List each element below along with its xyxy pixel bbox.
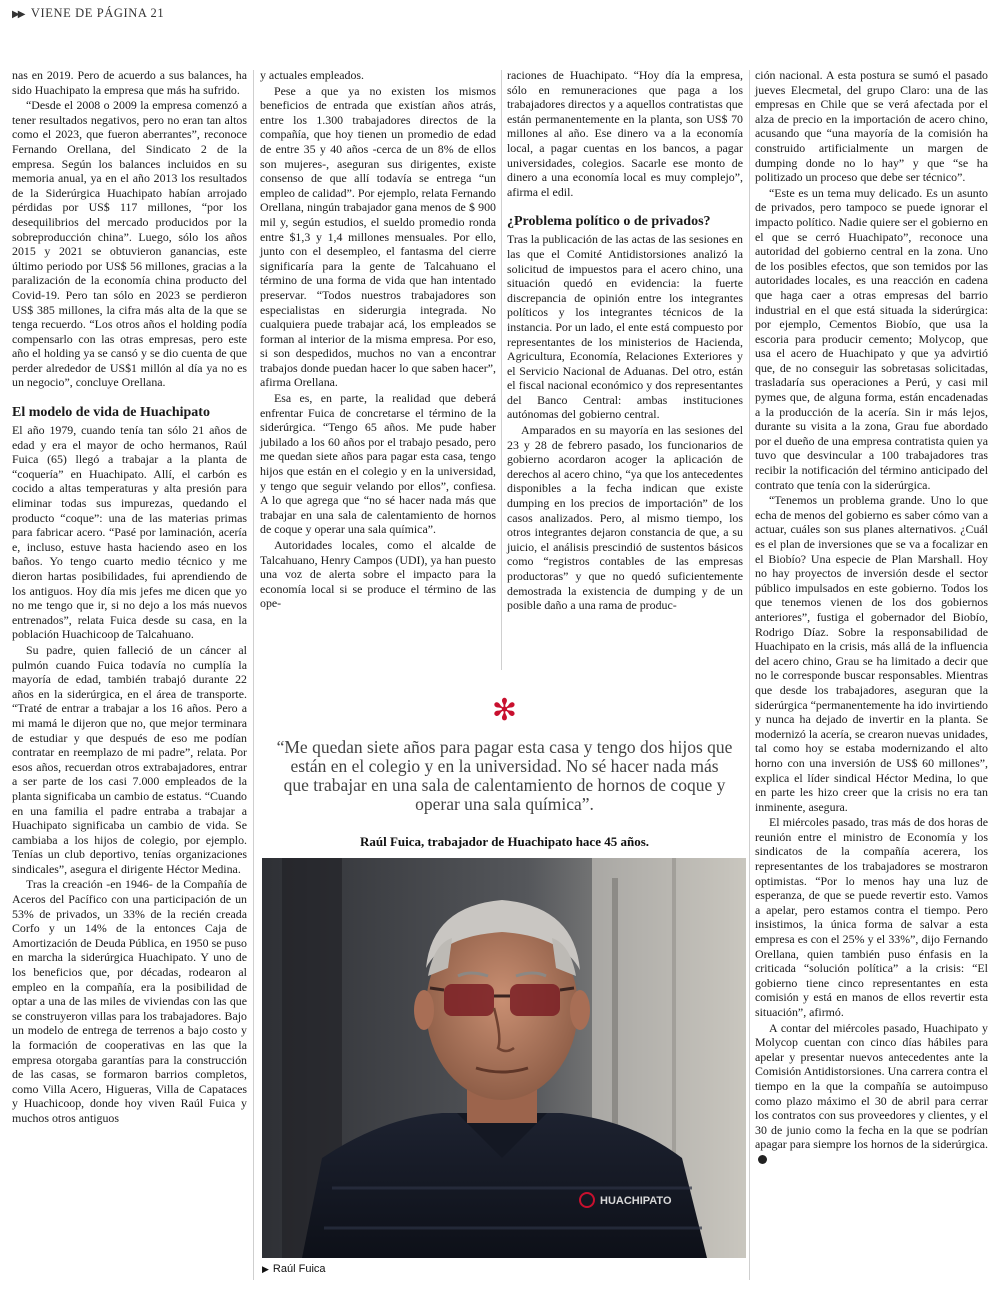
paragraph: Su padre, quien falleció de un cáncer al pulmón cuando Fuica todavía no cumplía la mayoría de edad, también trabajó durante 22 años en la siderúrgica, en el área de transporte. “Traté de entrar a trabajar a los 16 años. Pero a mi mamá le dijeron que no, que mejor terminara de estudiar y que después de eso me podían contratar en reemplazo de mi padre”, relata. Por esos años, recuerdan otros extrabajadores, entrar a ser parte de los casi 7.000 empleados de la planta significaba un cambio de estatus. “Cuando en una familia el padre entraba a trabajar a Huachipato significaba un cambio de vida. Se cambiaba a los hijos de colegio, por ejemplo. Tenías un club deportivo, tenías organizaciones sindicales”, asegura el dirigente Héctor Medina.: [12, 642, 247, 876]
jacket-logo-text: HUACHIPATO: [600, 1195, 672, 1207]
paragraph: ción nacional. A esta postura se sumó el pasado jueves Elecmetal, del grupo Claro: una de las empresas en Chile que se verá afectada por el alza de precio en la importación de acero chino, acusando que “una mayoría de la comisión ha construido artificialmente un margen de dumping donde no lo hay” y que “se ha politizado un proceso que debe ser técnico”.: [755, 68, 988, 185]
column-divider: [749, 70, 750, 1280]
caption-triangle-icon: ▶: [262, 1264, 269, 1274]
paragraph: Esa es, en parte, la realidad que deberá enfrentar Fuica de concretarse el término de la siderúrgica. “Tengo 65 años. Me pude haber jubilado a los 60 años por el trabajo pesado, pero me quedan siete años para pagar esta casa, tengo hijos que están en el colegio y en la universidad, y tengo que seguir velando por ellos”, confiesa. A lo que agrega que “no sé hacer nada más que trabajar en una sala de calentamiento de hornos de coque y operar una sala química”.: [260, 391, 496, 537]
paragraph: “Tenemos un problema grande. Uno lo que echa de menos del gobierno es saber cómo van a actuar, cuáles son sus planes alternativos. ¿Cuál es el plan de inversiones que se va a focalizar en el Biobío? Una especie de Plan Marshall. Hoy no hay proyectos de inversión desde el sector público impulsados en este gobierno. Todos los que tenemos vienen de los dos gobiernos anteriores”, fustiga el gobernador del Biobío, Rodrigo Díaz. Sobre la responsabilidad de Huachipato en la crisis, más allá de la influencia del acero chino, Grau se ha limitado a decir que no le corresponde buscar responsables. Mientras que desde los trabajadores, aseguran que la siderúrgica “permanentemente ha ido invirtiendo y nunca ha dejado de invertir en la planta. Se modernizó la acería, se crearon nuevas unidades, tal como hoy se estaba modernizando el alto horno con una inversión de US$ 60 millones”, explica el líder sindical Héctor Medina, lo que en parte les hizo creer que la crisis no era tan inminente, asegura.: [755, 493, 988, 814]
photo-caption: [262, 1263, 326, 1275]
pull-quote: [262, 693, 747, 850]
column-divider: [253, 70, 254, 1280]
section-heading: El modelo de vida de Huachipato: [12, 405, 210, 421]
paragraph: Autoridades locales, como el alcalde de Talcahuano, Henry Campos (UDI), ya han puesto una voz de alerta sobre el impacto para la economía local si se produce el término de las ope-: [260, 538, 496, 611]
paragraph: y actuales empleados.: [260, 68, 365, 82]
double-arrow-icon: ▶▶: [12, 9, 24, 20]
asterisk-icon: ✻: [491, 693, 518, 728]
paragraph: raciones de Huachipato. “Hoy día la empresa, sólo en remuneraciones que paga a los trabajadores directos y a aquellos contratistas que están permanentemente en la planta, son US$ 70 millones al año. Ese dinero va a la economía local, a pagar cuentas en los bancos, a pagar universidades, colegios. Sacarle ese monto de dinero a una economía local es muy complejo”, afirma el edil.: [507, 68, 743, 199]
page-continuation-header: [12, 6, 164, 21]
pull-quote-text: “Me quedan siete años para pagar esta casa y tengo dos hijos que están en el colegio y en la universidad. No sé hacer nada más que trabajar en una sala de calentamiento de hornos de coque y operar una sala química”.: [276, 737, 733, 814]
column-divider: [501, 70, 502, 670]
paragraph-text: A contar del miércoles pasado, Huachipato y Molycop cuentan con cinco días hábiles para apelar y presentar nuevos antecedentes ante la Comisión Antidistorsiones. Una carrera contra el tiempo en la que la compañía se autoimpuso como plazo máximo el 30 de abril para cerrar los contratos con sus proveedores y clientes, y el 30 de junio como la fecha en la que se podrían apagar para siempre los hornos de la siderúrgica.: [755, 1020, 988, 1152]
paragraph: El año 1979, cuando tenía tan sólo 21 años de edad y era el mayor de ocho hermanos, Raúl Fuica (65) llegó a trabajar a la planta de “coquería” en Huachipato. Allí, el carbón es cocido a altas temperaturas y alta presión para eliminar todas sus impurezas, quedando el producto “coque”: una de las materias primas para fabricar acero. “Pasé por laminación, acería e, incluso, estuve hasta haciendo aseo en los baños. Yo tengo cuarto medio técnico y me dieron hartas posibilidades, fui aprendiendo de los antiguos. Hoy día mis jefes me dicen que yo no me tengo que ir, si no dejo a los más nuevos entrenados”, relata Fuica desde su casa, en la población Huachicoop de Talcahuano.: [12, 423, 247, 642]
paragraph: Tras la creación -en 1946- de la Compañía de Aceros del Pacífico con una participación de un 53% de privados, un 33% de la recién creada Corfo y un 14% de la entonces Caja de Amortización de Deuda Pública, en 1950 se puso en marcha la siderúrgica Huachipato. Y uno de los beneficios que, por décadas, rodearon al empleo en la compañía, era la posibilidad de optar a una de las miles de viviendas con las que se construyeron villas para los trabajadores. Bajo un modelo de entrega de terrenos a bajo costo y la formación de cooperativas en las que la empresa otorgaba garantías para la construcción de las casas, se formaron barrios completos, como Villa Acero, Higueras, Villa de Capataces y Huachicoop, donde hoy viven Raúl Fuica y muchos otros antiguos: [12, 877, 247, 1125]
continuation-label: VIENE DE PÁGINA 21: [30, 6, 165, 20]
paragraph: [755, 1021, 988, 1167]
end-of-article-icon: [758, 1155, 767, 1164]
article-column-4: [755, 68, 988, 1167]
caption-text: Raúl Fuica: [272, 1263, 326, 1275]
article-column-3: [507, 68, 743, 613]
paragraph: nas en 2019. Pero de acuerdo a sus balances, ha sido Huachipato la empresa que más ha sufrido.: [12, 68, 247, 97]
paragraph: El miércoles pasado, tras más de dos horas de reunión entre el ministro de Economía y los sindicatos de la compañía acerera, los representantes de los trabajadores se mostraron optimistas. “Por lo menos hay una luz de esperanza, de que se puede revertir esto. Vamos a apelar, pero estamos contra el tiempo. Pero insistimos, la única forma de salvar a esta empresa es con el 25% y el 33%”, dijo Fernando Orellana, quien también puso énfasis en la criticada “solución política” a la crisis: “El gobierno tiene cinco representantes en esta comisión y está en manos de ellos revertir esta situación”, afirmó.: [755, 815, 988, 1019]
portrait-photo: [262, 858, 746, 1258]
pull-quote-attribution: Raúl Fuica, trabajador de Huachipato hace 45 años.: [359, 834, 650, 849]
paragraph: “Desde el 2008 o 2009 la empresa comenzó a tener resultados negativos, pero no eran tan altos como el 2023, que fueron aberrantes”, reconoce Fernando Orellana, del Sindicato 2 de la empresa. Según los balances incluidos en su memoria anual, ya en el año 2013 los resultados de la Siderúrgica Huachipato habían arrojado pérdidas por US$ 117 millones, “por los desequilibrios del mercado producidos por la sobreproducción china”. Luego, sólo los años 2015 y 2021 se obtuvieron ganancias, este último periodo por US$ 56 millones, gracias a la paralización de la economía china producto del Covid-19. Pero tan sólo en 2023 se perdieron US$ 385 millones, la cifra más alta de la que se tenga recuerdo. “Los otros años el holding podía compensarlo con las otras empresas, pero este año el holding ya se cansó y se dio cuenta de que perder alrededor de US$1 millón al día ya no es un negocio”, concluye Orellana.: [12, 98, 247, 390]
paragraph: Tras la publicación de las actas de las sesiones en las que el Comité Antidistorsiones analizó la solicitud de impuestos para el acero chino, una situación quedó en evidencia: la fuerte discrepancia de opinión entre los integrantes políticos y los integrantes técnicos de la instancia. Por un lado, el ente está compuesto por representantes de los ministerios de Hacienda, Agricultura, Economía, Relaciones Exteriores y el Servicio Nacional de Aduanas. Del otro, están el fiscal nacional económico y dos representantes del Banco Central: ambas instituciones autónomas del gobierno central.: [507, 232, 743, 422]
paragraph: Pese a que ya no existen los mismos beneficios de entrada que existían años atrás, entre los 1.300 trabajadores directos de la compañía, que hoy tienen un promedio de edad de entre 35 y 40 años -cerca de un 8% de ellos son mujeres-, aseguran sus dirigentes, existe consenso de que allí todavía se entrega “un empleo de calidad”. Por ejemplo, relata Fernando Orellana, ningún trabajador gana menos de $ 900 mil y, según estudios, el sueldo promedio ronda entre $1,3 y 1,4 millones mensuales. Por ello, junto con el desempleo, el fantasma del cierre significaría para la gente de Talcahuano el término de una forma de vida que han intentado preservar. “Todos nuestros trabajadores son especialistas en siderurgia integrada. No cualquiera puede trabajar acá, los empleados se forman al interior de la misma empresa. Por eso, si son despedidos, muchos no van a encontrar trabajos donde puedan hacer lo que saben hacer”, afirma Orellana.: [260, 83, 496, 390]
section-heading: ¿Problema político o de privados?: [507, 214, 711, 230]
paragraph: “Este es un tema muy delicado. Es un asunto de privados, pero tampoco se puede ignorar el impacto político. Nadie quiere ser el gobierno en el que se cerró Huachipato”, reconoce una autoridad del gobierno central en la zona. Uno de los posibles efectos, que son temidos por las autoridades locales, es una reacción en cadena que haga caer a otras empresas del barrio industrial en el que está situada la siderúrgica: por ejemplo, Cementos Biobío, que usa la escoria para producir cemento; Molycop, que usa el acero de Huachipato y que ya advirtió que, de no conseguir las sobretasas solicitadas, trasladaría sus operaciones a Perú, y casi mil pymes que, de alguna forma, están encadenadas a la producción de la acería. Sin ir más lejos, durante su visita a la zona, Grau fue abordado por el dueño de una empresa contratista quien ya tuvo que desvincular a 100 trabajadores tras recibir la notificación del término anticipado del contrato que tenía con la siderúrgica.: [755, 185, 988, 492]
article-column-2: [260, 68, 496, 611]
portrait-illustration: [262, 858, 746, 1258]
paragraph: Amparados en su mayoría en las sesiones del 23 y 28 de febrero pasado, los funcionarios de gobierno acordaron acoger la aplicación de derechos al acero chino, “ya que los antecedentes disponibles a la fecha indican que existe dumping en los precios de importación” de los casos analizados. Pero, al mismo tiempo, los otros integrantes dejaron constancia de que, a su juicio, el análisis prescindió de sustentos básicos como “registros contables de las empresas productoras” y que no quedó suficientemente demostrada la existencia de dumping y de un posible daño a una rama de produc-: [507, 423, 743, 613]
article-column-1: [12, 68, 247, 1126]
